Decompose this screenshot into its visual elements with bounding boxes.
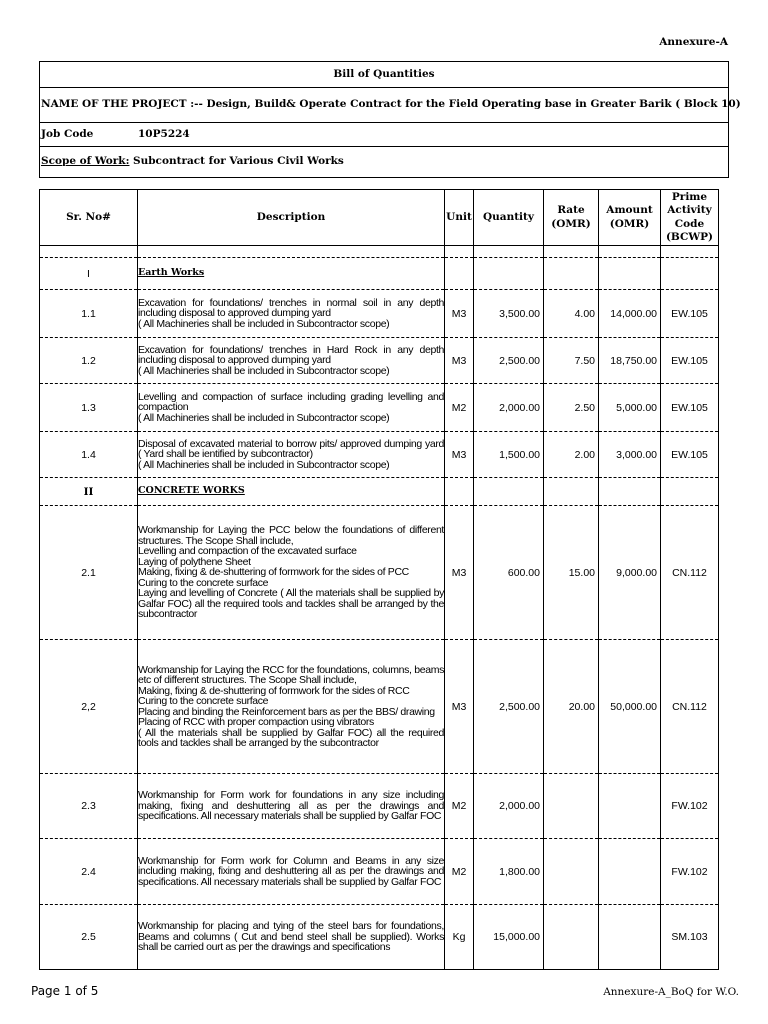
item-activity-code: EW.105 (661, 384, 719, 432)
description-line: Placing and binding the Reinforcement bars as per the BBS/ drawing (138, 705, 435, 718)
item-sr-no: 2.4 (40, 839, 138, 905)
item-amount (599, 839, 661, 905)
item-rate: 4.00 (544, 290, 599, 338)
description-line: Excavation for foundations/ trenches in Hard Rock in any depth including disposal to approved dumping yard (138, 343, 444, 367)
item-activity-code: FW.102 (661, 774, 719, 839)
description-line: ( All Machineries shall be included in Subcontractor scope) (138, 411, 390, 424)
col-quantity: Quantity (474, 190, 544, 246)
description-line: ( All Machineries shall be included in Subcontractor scope) (138, 458, 390, 471)
item-unit: M3 (445, 338, 474, 384)
item-rate: 2.50 (544, 384, 599, 432)
item-rate: 2.00 (544, 432, 599, 478)
description-line: Levelling and compaction of surface including grading levelling and compaction (138, 390, 444, 414)
col-unit: Unit (445, 190, 474, 246)
item-activity-code: CN.112 (661, 506, 719, 640)
col-description: Description (138, 190, 445, 246)
item-description (138, 338, 445, 384)
item-quantity: 600.00 (474, 506, 544, 640)
item-activity-code: FW.102 (661, 839, 719, 905)
description-line: Making, fixing & de-shuttering of formwork for the sides of RCC (138, 684, 410, 697)
section-title: CONCRETE WORKS (138, 485, 245, 497)
item-quantity: 2,500.00 (474, 338, 544, 384)
item-unit: M2 (445, 839, 474, 905)
description-line: Workmanship for Form work for Column and Beams in any size including making, fixing and deshuttering all as per the drawings and specifications. All necessary materials shall be supplied by Galfar FOC (138, 854, 444, 888)
item-quantity: 15,000.00 (474, 905, 544, 970)
item-rate: 7.50 (544, 338, 599, 384)
item-sr-no: 2.5 (40, 905, 138, 970)
table-row (40, 338, 719, 384)
item-description (138, 506, 445, 640)
description-line: Workmanship for placing and tying of the steel bars for foundations, Beams and columns ( Cut and bend steel shall be supplied). Works shall be carried ourt as per the drawings and specifications (138, 920, 444, 954)
description-line: ( All Machineries shall be included in Subcontractor scope) (138, 317, 390, 330)
item-activity-code: EW.105 (661, 338, 719, 384)
description-line: Workmanship for Laying the PCC below the foundations of different structures. The Scope Shall include, (138, 524, 444, 547)
col-rate: Rate (OMR) (544, 190, 599, 246)
document-title: Bill of Quantities (40, 62, 728, 88)
table-row (40, 640, 719, 774)
item-quantity: 1,800.00 (474, 839, 544, 905)
description-line: Making, fixing & de-shuttering of formwork for the sides of PCC (138, 566, 409, 579)
item-activity-code: CN.112 (661, 640, 719, 774)
table-row (40, 905, 719, 970)
spacer-row (40, 246, 719, 258)
col-activity-code: Prime Activity Code (BCWP) (661, 190, 719, 246)
item-unit: M3 (445, 432, 474, 478)
section-title: Earth Works (138, 267, 205, 279)
description-line: ( All Machineries shall be included in Subcontractor scope) (138, 364, 390, 377)
item-description (138, 290, 445, 338)
item-rate: 20.00 (544, 640, 599, 774)
item-activity-code: EW.105 (661, 432, 719, 478)
item-unit: M3 (445, 506, 474, 640)
item-quantity: 1,500.00 (474, 432, 544, 478)
item-description (138, 839, 445, 905)
description-line: Curing to the concrete surface (138, 695, 269, 707)
item-description (138, 774, 445, 839)
item-unit: M3 (445, 640, 474, 774)
description-line: Excavation for foundations/ trenches in normal soil in any depth including disposal to approved dumping yard (138, 296, 444, 320)
item-amount: 5,000.00 (599, 384, 661, 432)
col-sr-no: Sr. No# (40, 190, 138, 246)
item-activity-code: SM.103 (661, 905, 719, 970)
item-sr-no: 2,2 (40, 640, 138, 774)
section-row-concrete-works (40, 478, 719, 506)
item-amount: 50,000.00 (599, 640, 661, 774)
item-sr-no: 2.1 (40, 506, 138, 640)
description-line: Workmanship for Laying the RCC for the foundations, columns, beams etc of different structures. The Scope Shall include, (138, 663, 444, 686)
item-quantity: 2,000.00 (474, 384, 544, 432)
section-row-earth-works (40, 258, 719, 290)
document-footer: Annexure-A_BoQ for W.O. (603, 986, 739, 998)
item-amount: 3,000.00 (599, 432, 661, 478)
item-quantity: 2,500.00 (474, 640, 544, 774)
project-name: NAME OF THE PROJECT :-- Design, Build& Operate Contract for the Field Operating base in Greater Barik ( Block 10) (40, 87, 728, 123)
item-description (138, 640, 445, 774)
item-rate (544, 839, 599, 905)
page-number: Page 1 of 5 (31, 984, 99, 998)
item-amount: 9,000.00 (599, 506, 661, 640)
item-description (138, 432, 445, 478)
item-amount: 18,750.00 (599, 338, 661, 384)
item-amount (599, 905, 661, 970)
description-line: Disposal of excavated material to borrow pits/ approved dumping yard ( Yard shall be ientified by subcontractor) (138, 437, 444, 461)
section-number: I (40, 258, 138, 290)
item-description (138, 384, 445, 432)
description-line: Levelling and compaction of the excavated surface (138, 545, 357, 558)
item-amount: 14,000.00 (599, 290, 661, 338)
project-header (39, 61, 741, 178)
scope-label: Scope of Work: (41, 155, 130, 167)
scope-row (40, 146, 728, 177)
description-line: Placing of RCC with proper compaction using vibrators (138, 716, 374, 728)
scope-value: Subcontract for Various Civil Works (133, 155, 344, 167)
table-row (40, 432, 719, 478)
item-amount (599, 774, 661, 839)
table-row (40, 506, 719, 640)
item-sr-no: 1.2 (40, 338, 138, 384)
job-code-label: Job Code (41, 128, 94, 140)
item-unit: Kg (445, 905, 474, 970)
table-row (40, 290, 719, 338)
item-quantity: 2,000.00 (474, 774, 544, 839)
item-unit: M3 (445, 290, 474, 338)
table-header (40, 190, 719, 246)
item-unit: M2 (445, 774, 474, 839)
col-amount: Amount (OMR) (599, 190, 661, 246)
job-code-row (40, 122, 728, 147)
table-row (40, 384, 719, 432)
item-rate: 15.00 (544, 506, 599, 640)
annexure-label: Annexure-A (659, 36, 728, 48)
item-activity-code: EW.105 (661, 290, 719, 338)
item-rate (544, 905, 599, 970)
item-unit: M2 (445, 384, 474, 432)
item-sr-no: 1.3 (40, 384, 138, 432)
job-code-value: 10P5224 (138, 128, 190, 140)
item-sr-no: 1.4 (40, 432, 138, 478)
description-line: Laying of polythene Sheet (138, 555, 251, 568)
description-line: Curing to the concrete surface (138, 576, 269, 589)
item-rate (544, 774, 599, 839)
item-sr-no: 2.3 (40, 774, 138, 839)
boq-table (39, 189, 719, 970)
table-row (40, 774, 719, 839)
description-line: ( All the materials shall be supplied by Galfar FOC) all the required tools and tackles shall be arranged by the subcontractor (138, 726, 444, 749)
item-quantity: 3,500.00 (474, 290, 544, 338)
item-sr-no: 1.1 (40, 290, 138, 338)
table-row (40, 839, 719, 905)
description-line: Laying and levelling of Concrete ( All the materials shall be supplied by Galfar FOC) all the required tools and tackles shall be arranged by the subcontractor (138, 587, 444, 621)
description-line: Workmanship for Form work for foundations in any size including making, fixing and deshuttering all as per the drawings and specifications. All necessary materials shall be supplied by Galfar FOC (138, 789, 444, 823)
section-number: II (40, 478, 138, 506)
item-description (138, 905, 445, 970)
